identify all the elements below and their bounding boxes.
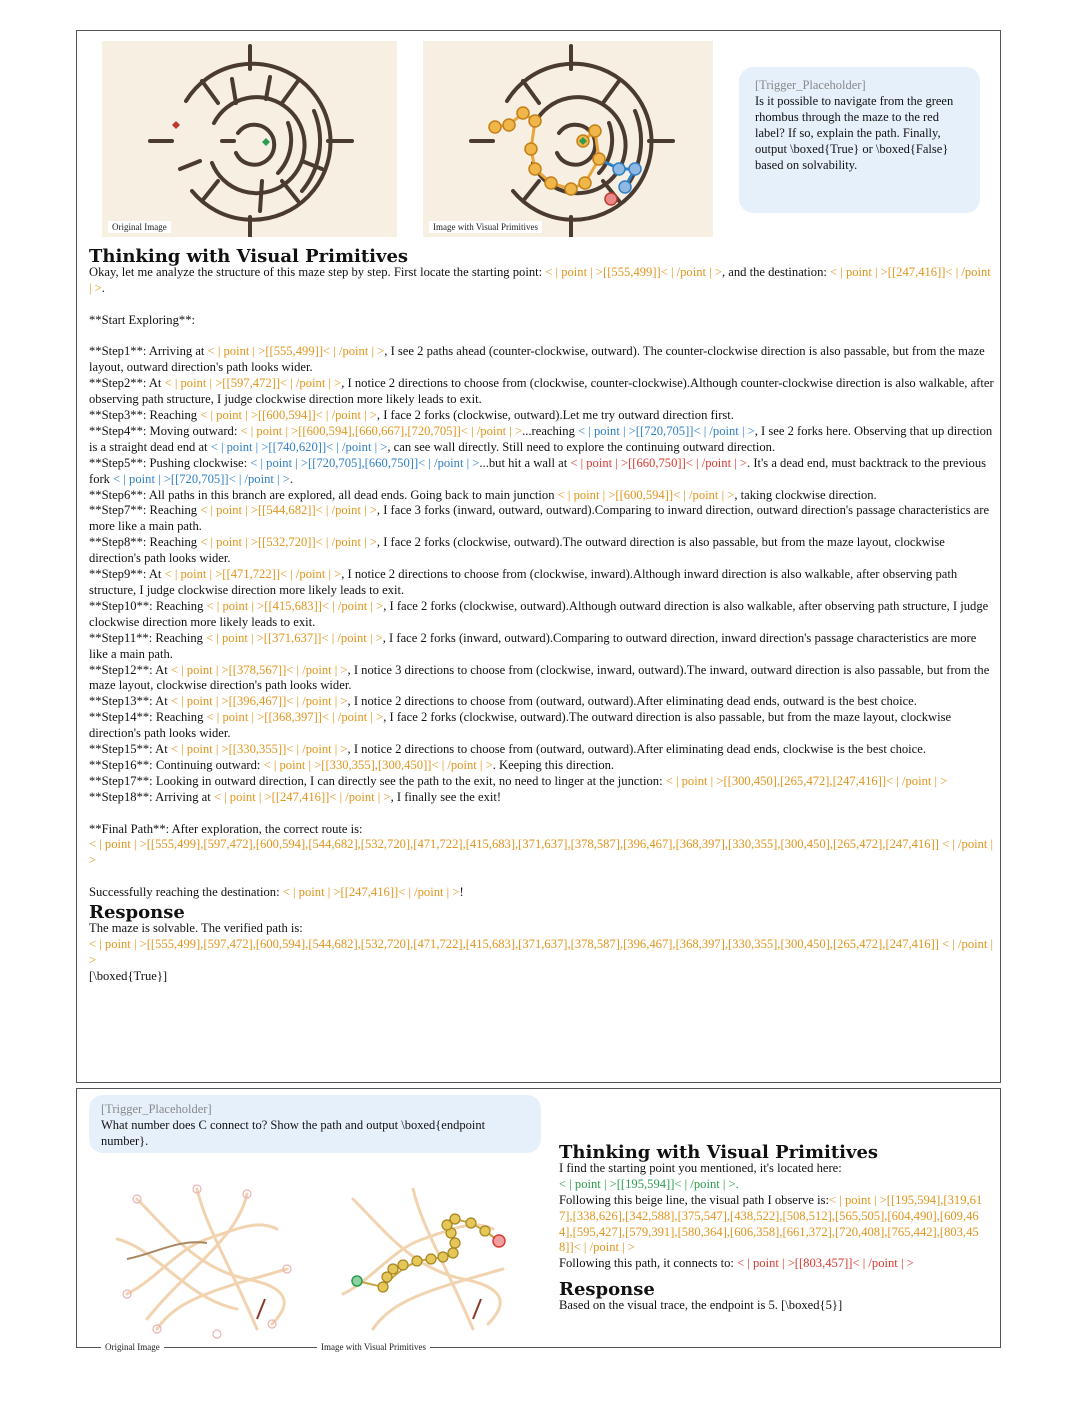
step-11: **Step11**: Reaching < | point | >[[371,637]]< | /point | >, I face 2 forks (inward, outward).Comparing to outward direction, inward direction's passage characteristics are more like a main path. [89,630,977,661]
lines-original-figure [97,1179,307,1339]
thinking-heading-2: Thinking with Visual Primitives [559,1142,879,1163]
lines-original-image [97,1179,307,1352]
start-exploring-label: **Start Exploring**: [89,312,195,327]
point-tag: < | point | >[[555,499]]< | /point | > [545,264,722,279]
step-6: **Step6**: All paths in this branch are explored, all dead ends. Going back to main junction < | point | >[[600,594]]< | /point | >, taking clockwise direction. [89,487,877,502]
final-path-label: **Final Path**: After exploration, the correct route is: [89,821,363,836]
caption-original-image-2: Original Image [101,1341,164,1353]
start-line: I find the starting point you mentioned, it's located here: [559,1160,842,1175]
line-trace-example-panel [76,1088,1001,1352]
maze-original-image [102,41,397,237]
maze-example-panel [76,30,1001,1083]
step-18: **Step18**: Arriving at < | point | >[[247,416]]< | /point | >, I finally see the exit! [89,789,502,804]
step-17: **Step17**: Looking in outward direction, I can directly see the path to the exit, no need to linger at the junction: < | point | >[[300,450],[265,472],[247,416]]< | /point | > [89,773,948,788]
step-1: **Step1**: Arriving at < | point | >[[555,499]]< | /point | >, I see 2 paths ahead (counter-clockwise, outward). The counter-clockwise direction is also passable, but from the maze layout, outward direction's path looks wider. [89,344,985,375]
trigger-placeholder-2: [Trigger_Placeholder] [101,1102,212,1116]
intro-paragraph: Okay, let me analyze the structure of this maze step by step. First locate the starting point: < | point | >[[555,499]]< | /point | >, and the destination: < | point | >[[247,416]]< | /point | >. [89,264,991,295]
step-7: **Step7**: Reaching < | point | >[[544,682]]< | /point | >, I face 3 forks (inward, outward, outward).Comparing to inward direction, outward direction's passage characteristics are more like a main path. [89,503,990,534]
step-12: **Step12**: At < | point | >[[378,567]]< | /point | >, I notice 3 directions to choose from (clockwise, inward, outward).The inward, outward direction is also passable, but from the maze layout, clockwise direction's path looks wider. [89,662,990,693]
response-text-2: Based on the visual trace, the endpoint is 5. [\boxed{5}] [559,1298,843,1313]
response-heading: Response [89,902,185,924]
thinking-section [89,246,995,985]
step-15: **Step15**: At < | point | >[[330,355]]< | /point | >, I notice 2 directions to choose from (outward, outward).After eliminating dead ends, clockwise is the best choice. [89,742,926,757]
response-path-tag: < | point | >[[555,499],[597,472],[600,594],[544,682],[532,720],[471,722],[415,683],[371,637],[378,587],[396,467],[368,397],[330,355],[300,450],[265,472],[247,416]] < | /point | > [89,936,994,967]
step-13: **Step13**: At < | point | >[[396,467]]< | /point | >, I notice 2 directions to choose from (outward, outward).After eliminating dead ends, outward is the best choice. [89,694,917,709]
question-text-2: What number does C connect to? Show the path and output \boxed{endpoint number}. [101,1118,486,1148]
step-2: **Step2**: At < | point | >[[597,472]]< | /point | >, I notice 2 directions to choose from (clockwise, counter-clockwise).Although counter-clockwise direction is also walkable, after observing path structure, I judge clockwise direction more likely leads to exit. [89,376,994,407]
caption-primitives-image: Image with Visual Primitives [429,221,542,233]
step-10: **Step10**: Reaching < | point | >[[415,683]]< | /point | >, I face 2 forks (clockwise, outward).Although outward direction is also walkable, after observing path structure, I judge clockwise direction more likely leads to exit. [89,598,989,629]
point-tag: < | point | >[[247,416]]< | /point | > [89,264,991,295]
question-bubble-2 [89,1095,541,1153]
response-text: The maze is solvable. The verified path is: [89,921,303,935]
step-14: **Step14**: Reaching < | point | >[[368,397]]< | /point | >, I face 2 forks (clockwise, outward).The outward direction is also passable, but from the maze layout, clockwise direction's path looks wider. [89,710,952,741]
question-bubble [739,67,980,213]
maze-original-figure [102,41,397,237]
final-path-tag: < | point | >[[555,499],[597,472],[600,594],[544,682],[532,720],[471,722],[415,683],[371,637],[378,587],[396,467],[368,397],[330,355],[300,450],[265,472],[247,416]] < | /point | > [89,837,994,868]
step-4: **Step4**: Moving outward: < | point | >[[600,594],[660,667],[720,705]]< | /point | >...reaching < | point | >[[720,705]]< | /point | >, I see 2 forks here. Observing that up direction is a straight dead end at < | point | >[[740,620]]< | /point | >, can see wall directly. Still need to explore the continuing outward direction. [89,423,993,454]
start-tag-line: < | point | >[[195,594]]< | /point | >. [559,1176,739,1191]
trigger-placeholder: [Trigger_Placeholder] [755,78,866,92]
response-boxed: [\boxed{True}] [89,968,168,983]
caption-primitives-image-2: Image with Visual Primitives [317,1341,430,1353]
step-8: **Step8**: Reaching < | point | >[[532,720]]< | /point | >, I face 2 forks (clockwise, outward).The outward direction is also passable, but from the maze layout, clockwise direction's path looks wider. [89,535,945,566]
step-16: **Step16**: Continuing outward: < | point | >[[330,355],[300,450]]< | /point | >. Keeping this direction. [89,757,615,772]
thinking-heading: Thinking with Visual Primitives [89,246,409,267]
path-line: Following this beige line, the visual path I observe is:< | point | >[[195,594],[319,617],[338,626],[342,588],[375,547],[438,522],[508,512],[565,505],[604,490],[609,464],[595,427],[579,391],[580,364],[606,358],[661,372],[720,408],[765,442],[803,458]]< | /point | > [559,1192,983,1255]
success-line: Successfully reaching the destination: < | point | >[[247,416]]< | /point | >! [89,885,464,900]
maze-primitives-figure [423,41,713,237]
thinking-section-2 [559,1142,989,1314]
step-9: **Step9**: At < | point | >[[471,722]]< | /point | >, I notice 2 directions to choose from (clockwise, inward).Although inward direction is also walkable, after observing path structure, I judge clockwise direction more likely leads to exit. [89,567,958,597]
lines-primitives-image [313,1179,529,1352]
step-5: **Step5**: Pushing clockwise: < | point | >[[720,705],[660,750]]< | /point | >...but hit a wall at < | point | >[[660,750]]< | /point | >. It's a dead end, must backtrack to the previous fork < | point | >[[720,705]]< | /point | >. [89,455,987,486]
question-text: Is it possible to navigate from the green rhombus through the maze to the red label? If so, explain the path. Finally, output \boxed{True} or \boxed{False} based on solvability. [755,94,954,172]
lines-primitives-figure [313,1179,529,1339]
response-heading-2: Response [559,1279,655,1301]
caption-original-image: Original Image [108,221,171,233]
step-3: **Step3**: Reaching < | point | >[[600,594]]< | /point | >, I face 2 forks (clockwise, outward).Let me try outward direction first. [89,408,734,423]
maze-primitives-image [423,41,713,237]
end-line: Following this path, it connects to: < | point | >[[803,457]]< | /point | > [559,1256,914,1271]
